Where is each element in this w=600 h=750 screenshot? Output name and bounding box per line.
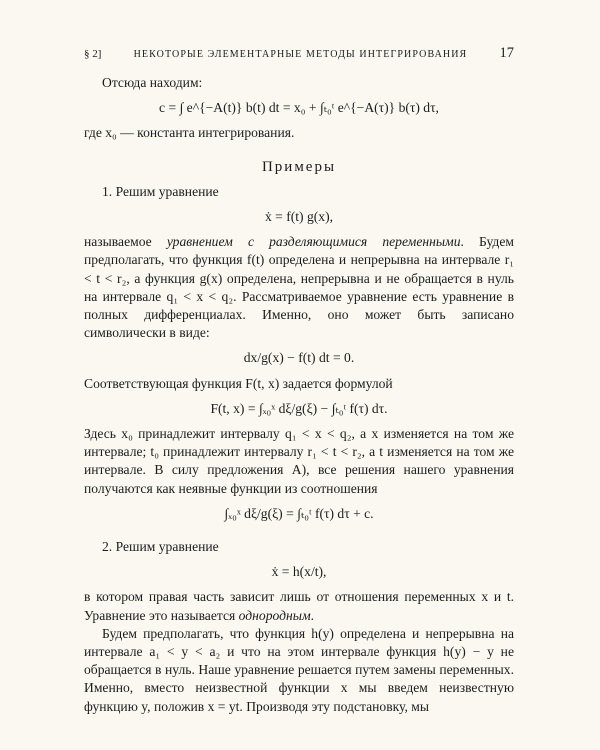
constant-note: где x₀ — константа интегрирования. bbox=[84, 125, 295, 141]
examples-heading: Примеры bbox=[261, 158, 337, 175]
example-1-title: 1. Решим уравнение bbox=[102, 183, 219, 199]
equation-differential-form: dx/g(x) − f(t) dt = 0. bbox=[243, 350, 355, 366]
p5-end: . bbox=[310, 607, 315, 623]
running-title: НЕКОТОРЫЕ ЭЛЕМЕНТАРНЫЕ МЕТОДЫ ИНТЕГРИРОВАНИЯ bbox=[133, 49, 468, 60]
equation-c: c = ∫ e^{−A(t)} b(t) dt = x₀ + ∫ₜ₀ᵗ e^{−A(τ)} b(τ) dτ, bbox=[159, 100, 439, 116]
p1-start: называемое bbox=[84, 234, 167, 250]
paragraph-substitution: Будем предполагать, что функция h(y) определена и непрерывна на интервале a₁ < y < a₂ и что на этом интервале функция h(y) − y не обращается в нуль. Наше уравнение решается путем замены переменных. Именно, вместо неизвестной функции x мы введем неизвестную функцию y, положив x = yt. Производя эту подстановку, мы bbox=[84, 625, 514, 714]
page-body bbox=[84, 74, 514, 716]
intro-text: Отсюда находим: bbox=[102, 75, 203, 90]
p1-rest: . Будем предполагать, что функция f(t) определена и непрерывна на интервале r₁ < t < r₂, а функция g(x) определена, непрерывна и не обращается в нуль на интервале q₁ < x < q₂. Рассматриваемое уравнение есть уравнение в полных дифференциалах. Именно, оно может быть записано символически в виде: bbox=[84, 234, 514, 341]
equation-homogeneous: ẋ = h(x/t), bbox=[271, 564, 327, 580]
page-header bbox=[84, 44, 514, 63]
page-number: 17 bbox=[499, 45, 514, 61]
example-2-title: 2. Решим уравнение bbox=[102, 538, 219, 554]
paragraph-intervals: Здесь x₀ принадлежит интервалу q₁ < x < q₂, а x изменяется на том же интервале; t₀ принадлежит интервалу r₁ < t < r₂, а t изменяется на том же интервале. В силу предложения А), все решения нашего уравнения получаются как неявные функции из соотношения bbox=[84, 425, 514, 496]
section-marker: § 2] bbox=[84, 48, 102, 60]
paragraph-separable bbox=[84, 233, 514, 342]
term-separable: уравнением с разделяющимися переменными bbox=[166, 234, 461, 250]
equation-f-definition: F(t, x) = ∫ₓ₀ˣ dξ/g(ξ) − ∫ₜ₀ᵗ f(τ) dτ. bbox=[210, 400, 388, 416]
equation-implicit-solution: ∫ₓ₀ˣ dξ/g(ξ) = ∫ₜ₀ᵗ f(τ) dτ + c. bbox=[224, 505, 374, 521]
p5-start: в котором правая часть зависит лишь от отношения переменных x и t. Уравнение это называется bbox=[84, 589, 514, 623]
paragraph-homogeneous bbox=[84, 588, 514, 624]
term-homogeneous: однородным bbox=[238, 607, 311, 623]
equation-separable: ẋ = f(t) g(x), bbox=[264, 208, 334, 224]
paragraph-function-f: Соответствующая функция F(t, x) задается формулой bbox=[84, 375, 393, 391]
